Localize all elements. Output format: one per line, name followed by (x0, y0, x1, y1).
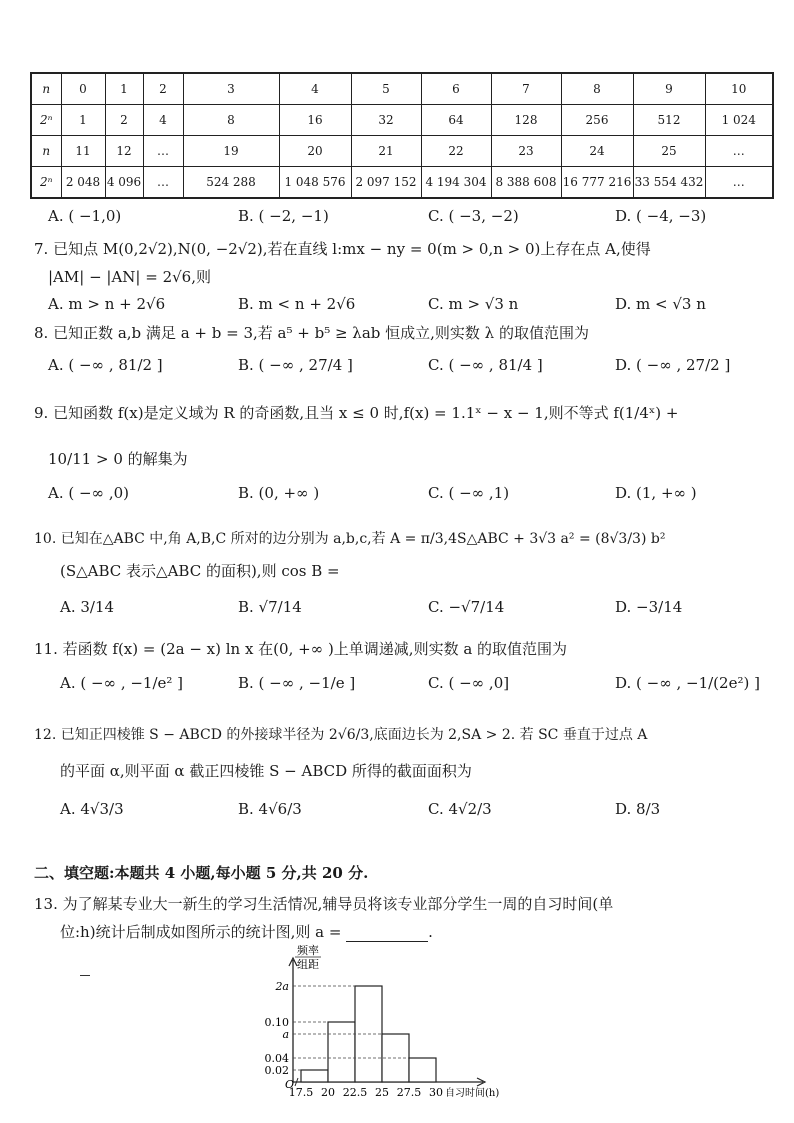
table-cell: 1 024 (705, 105, 773, 136)
table-cell: 2 097 152 (351, 167, 421, 199)
table-cell: 22 (421, 136, 491, 167)
x-tick-label: 17.5 (288, 1086, 314, 1099)
table-cell: 2 (143, 73, 183, 105)
q10-stem-line2: (S△ABC 表示△ABC 的面积),则 cos B = (60, 562, 340, 580)
q8-option-c[interactable]: C. ( −∞ , 81/4 ] (428, 356, 543, 374)
q8-option-d[interactable]: D. ( −∞ , 27/2 ] (615, 356, 731, 374)
table-cell: 7 (491, 73, 561, 105)
y-label-top: 频率 (297, 944, 319, 957)
table-cell: 4 (143, 105, 183, 136)
y-tick-label: a (282, 1028, 289, 1041)
table-cell: … (143, 136, 183, 167)
powers-of-two-table (30, 72, 774, 199)
q9-option-d[interactable]: D. (1, +∞ ) (615, 484, 697, 502)
table-cell: 6 (421, 73, 491, 105)
q8-option-a[interactable]: A. ( −∞ , 81/2 ] (48, 356, 163, 374)
y-tick-label: 0.02 (264, 1064, 289, 1077)
q10-option-d[interactable]: D. −3/14 (615, 598, 683, 616)
table-cell: 10 (705, 73, 773, 105)
q6-option-c[interactable]: C. ( −3, −2) (428, 207, 519, 225)
y-tick-label: 0.04 (264, 1052, 289, 1065)
q12-option-d[interactable]: D. 8/3 (615, 800, 661, 818)
table-cell: 1 (61, 105, 105, 136)
q10-option-a[interactable]: A. 3/14 (60, 598, 115, 616)
table-cell: 4 (279, 73, 351, 105)
table-cell: 5 (351, 73, 421, 105)
table-row (31, 105, 773, 136)
q8-option-b[interactable]: B. ( −∞ , 27/4 ] (238, 356, 353, 374)
q7-option-d[interactable]: D. m < √3 n (615, 295, 706, 313)
x-tick-label: 20 (321, 1086, 335, 1099)
table-cell: 20 (279, 136, 351, 167)
q9-stem-line2: 10/11 > 0 的解集为 (48, 450, 188, 468)
table-cell: 19 (183, 136, 279, 167)
table-cell: 16 (279, 105, 351, 136)
histogram-bar (301, 1070, 328, 1082)
q11-option-a[interactable]: A. ( −∞ , −1/e² ] (60, 674, 184, 692)
table-cell: … (143, 167, 183, 199)
table-cell: 21 (351, 136, 421, 167)
q8-stem: 8. 已知正数 a,b 满足 a + b = 3,若 a⁵ + b⁵ ≥ λab 恒成立,则实数 λ 的取值范围为 (34, 324, 589, 342)
table-cell: 2 (105, 105, 143, 136)
histogram-bar (328, 1022, 355, 1082)
q6-option-b[interactable]: B. ( −2, −1) (238, 207, 329, 225)
table-cell: 4 194 304 (421, 167, 491, 199)
q12-option-c[interactable]: C. 4√2/3 (428, 800, 492, 818)
x-axis-label: 自习时间(h) (445, 1088, 500, 1099)
y-tick-label: 0.10 (264, 1016, 289, 1029)
table-cell: 8 (561, 73, 633, 105)
q11-option-b[interactable]: B. ( −∞ , −1/e ] (238, 674, 356, 692)
table-cell: 0 (61, 73, 105, 105)
q9-option-a[interactable]: A. ( −∞ ,0) (48, 484, 129, 502)
q7-stem-line2: |AM| − |AN| = 2√6,则 (48, 268, 211, 286)
q7-option-a[interactable]: A. m > n + 2√6 (48, 295, 166, 313)
table-cell: 4 096 (105, 167, 143, 199)
q6-option-d[interactable]: D. ( −4, −3) (615, 207, 707, 225)
table-cell: … (705, 136, 773, 167)
table-row (31, 136, 773, 167)
table-row (31, 73, 773, 105)
q9-option-b[interactable]: B. (0, +∞ ) (238, 484, 320, 502)
q10-option-c[interactable]: C. −√7/14 (428, 598, 505, 616)
q13-period: . (428, 923, 433, 941)
table-cell: 8 388 608 (491, 167, 561, 199)
table-cell: 1 (105, 73, 143, 105)
table-cell: 256 (561, 105, 633, 136)
table-cell: … (705, 167, 773, 199)
q6-option-a[interactable]: A. ( −1,0) (48, 207, 122, 225)
stray-dash-mark (80, 975, 90, 976)
q7-stem-line1: 7. 已知点 M(0,2√2),N(0, −2√2),若在直线 l:mx − ny = 0(m > 0,n > 0)上存在点 A,使得 (34, 240, 651, 258)
table-cell: 8 (183, 105, 279, 136)
table-cell: 524 288 (183, 167, 279, 199)
table-row-label: 2ⁿ (31, 167, 61, 199)
q9-stem-line1: 9. 已知函数 f(x)是定义域为 R 的奇函数,且当 x ≤ 0 时,f(x) = 1.1ˣ − x − 1,则不等式 f(1/4ˣ) + (34, 404, 679, 422)
table-cell: 12 (105, 136, 143, 167)
q10-stem-line1: 10. 已知在△ABC 中,角 A,B,C 所对的边分别为 a,b,c,若 A = π/3,4S△ABC + 3√3 a² = (8√3/3) b² (34, 531, 666, 547)
table-cell: 23 (491, 136, 561, 167)
table-cell: 32 (351, 105, 421, 136)
q13-stem-line1: 13. 为了解某专业大一新生的学习生活情况,辅导员将该专业部分学生一周的自习时间(单 (34, 895, 614, 913)
q13-stem-text: 位:h)统计后制成如图所示的统计图,则 a = (60, 923, 342, 941)
table-cell: 11 (61, 136, 105, 167)
table-cell: 33 554 432 (633, 167, 705, 199)
table-cell: 25 (633, 136, 705, 167)
table-cell: 24 (561, 136, 633, 167)
q7-option-b[interactable]: B. m < n + 2√6 (238, 295, 356, 313)
q12-stem-line2: 的平面 α,则平面 α 截正四棱锥 S − ABCD 所得的截面面积为 (60, 762, 472, 780)
q7-option-c[interactable]: C. m > √3 n (428, 295, 519, 313)
table-row-label: n (31, 73, 61, 105)
table-cell: 16 777 216 (561, 167, 633, 199)
x-tick-label: 25 (375, 1086, 389, 1099)
q10-option-b[interactable]: B. √7/14 (238, 598, 302, 616)
origin-label: O (285, 1078, 295, 1091)
q11-stem: 11. 若函数 f(x) = (2a − x) ln x 在(0, +∞ )上单调递减,则实数 a 的取值范围为 (34, 640, 568, 658)
q11-option-d[interactable]: D. ( −∞ , −1/(2e²) ] (615, 674, 760, 692)
table-cell: 1 048 576 (279, 167, 351, 199)
q12-option-a[interactable]: A. 4√3/3 (60, 800, 124, 818)
table-cell: 64 (421, 105, 491, 136)
table-cell: 128 (491, 105, 561, 136)
table-cell: 3 (183, 73, 279, 105)
table-row (31, 167, 773, 199)
histogram-bar (409, 1058, 436, 1082)
x-tick-label: 22.5 (342, 1086, 368, 1099)
q9-option-c[interactable]: C. ( −∞ ,1) (428, 484, 510, 502)
x-tick-label: 27.5 (396, 1086, 422, 1099)
q13-stem-line2 (60, 921, 433, 942)
table-cell: 9 (633, 73, 705, 105)
y-tick-label: 2a (275, 980, 289, 993)
self-study-time-histogram (255, 940, 515, 1110)
y-label-bottom: 组距 (297, 958, 319, 971)
table-cell: 2 048 (61, 167, 105, 199)
x-tick-label: 30 (429, 1086, 443, 1099)
q12-option-b[interactable]: B. 4√6/3 (238, 800, 302, 818)
q11-option-c[interactable]: C. ( −∞ ,0] (428, 674, 510, 692)
table-cell: 512 (633, 105, 705, 136)
section-fill-in-blank-heading: 二、填空题:本题共 4 小题,每小题 5 分,共 20 分. (34, 864, 369, 882)
q12-stem-line1: 12. 已知正四棱锥 S − ABCD 的外接球半径为 2√6/3,底面边长为 2,SA > 2. 若 SC 垂直于过点 A (34, 727, 648, 743)
table-row-label: 2ⁿ (31, 105, 61, 136)
table-row-label: n (31, 136, 61, 167)
